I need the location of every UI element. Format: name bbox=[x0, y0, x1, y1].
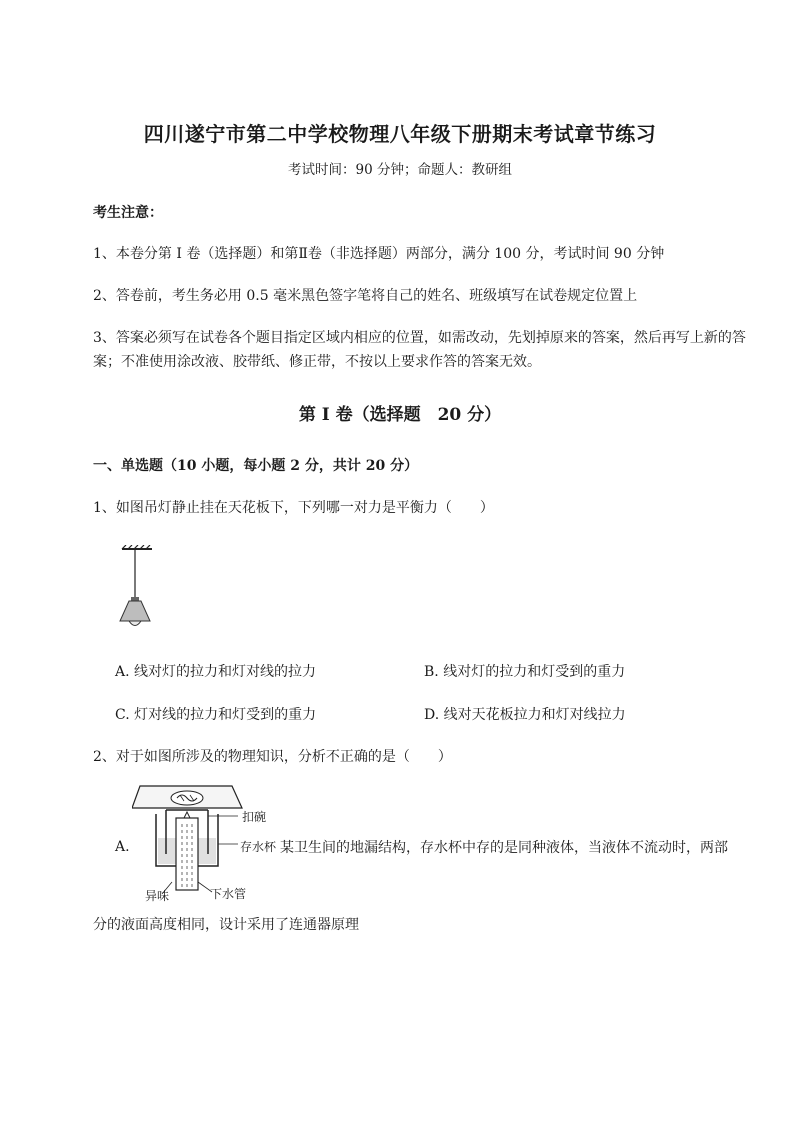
exam-info: 考试时间：90 分钟；命题人：教研组 bbox=[288, 162, 512, 178]
q1-option-b: B. 线对灯的拉力和灯受到的重力 bbox=[424, 664, 626, 680]
q1-option-c: C. 灯对线的拉力和灯受到的重力 bbox=[115, 707, 317, 723]
pendant-lamp-figure bbox=[112, 545, 162, 633]
page-title: 四川遂宁市第二中学校物理八年级下册期末考试章节练习 bbox=[143, 122, 657, 146]
question-2-stem: 2、对于如图所涉及的物理知识，分析不正确的是（ ） bbox=[93, 749, 452, 765]
question-type-heading: 一、单选题（10 小题，每小题 2 分，共计 20 分） bbox=[93, 458, 419, 474]
notice-item-1: 1、本卷分第 I 卷（选择题）和第Ⅱ卷（非选择题）两部分，满分 100 分，考试时间 90 分钟 bbox=[93, 246, 665, 262]
label-cup: 存水杯 bbox=[240, 840, 277, 854]
label-bowl: 扣碗 bbox=[242, 810, 267, 824]
q1-option-a: A. 线对灯的拉力和灯对线的拉力 bbox=[115, 664, 317, 680]
q2-option-a-text-line2: 分的液面高度相同，设计采用了连通器原理 bbox=[93, 917, 359, 933]
q2-option-a-text-line1: 某卫生间的地漏结构，存水杯中存的是同种液体，当液体不流动时，两部 bbox=[280, 840, 728, 856]
section-title: 第 I 卷（选择题 20 分） bbox=[298, 405, 502, 425]
notice-heading: 考生注意： bbox=[93, 205, 163, 221]
notice-item-2: 2、答卷前，考生务必用 0.5 毫米黑色签字笔将自己的姓名、班级填写在试卷规定位置上 bbox=[93, 288, 638, 304]
question-1-stem: 1、如图吊灯静止挂在天花板下，下列哪一对力是平衡力（ ） bbox=[93, 500, 494, 516]
q1-option-d: D. 线对天花板拉力和灯对线拉力 bbox=[424, 707, 626, 723]
q2-option-a-label: A. bbox=[115, 839, 130, 855]
label-pipe: 下水管 bbox=[210, 887, 247, 901]
notice-item-3: 3、答案必须写在试卷各个题目指定区域内相应的位置，如需改动，先划掉原来的答案，然后再写上新的答案；不准使用涂改液、胶带纸、修正带，不按以上要求作答的答案无效。 bbox=[93, 330, 746, 370]
label-odor: 异味 bbox=[145, 889, 170, 903]
